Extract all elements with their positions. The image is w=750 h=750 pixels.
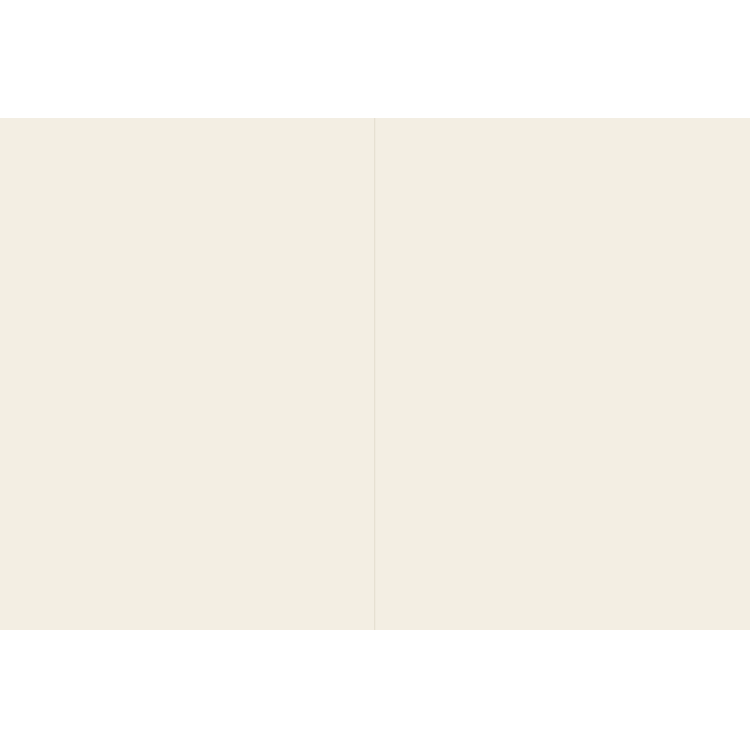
book-spread <box>0 118 750 630</box>
